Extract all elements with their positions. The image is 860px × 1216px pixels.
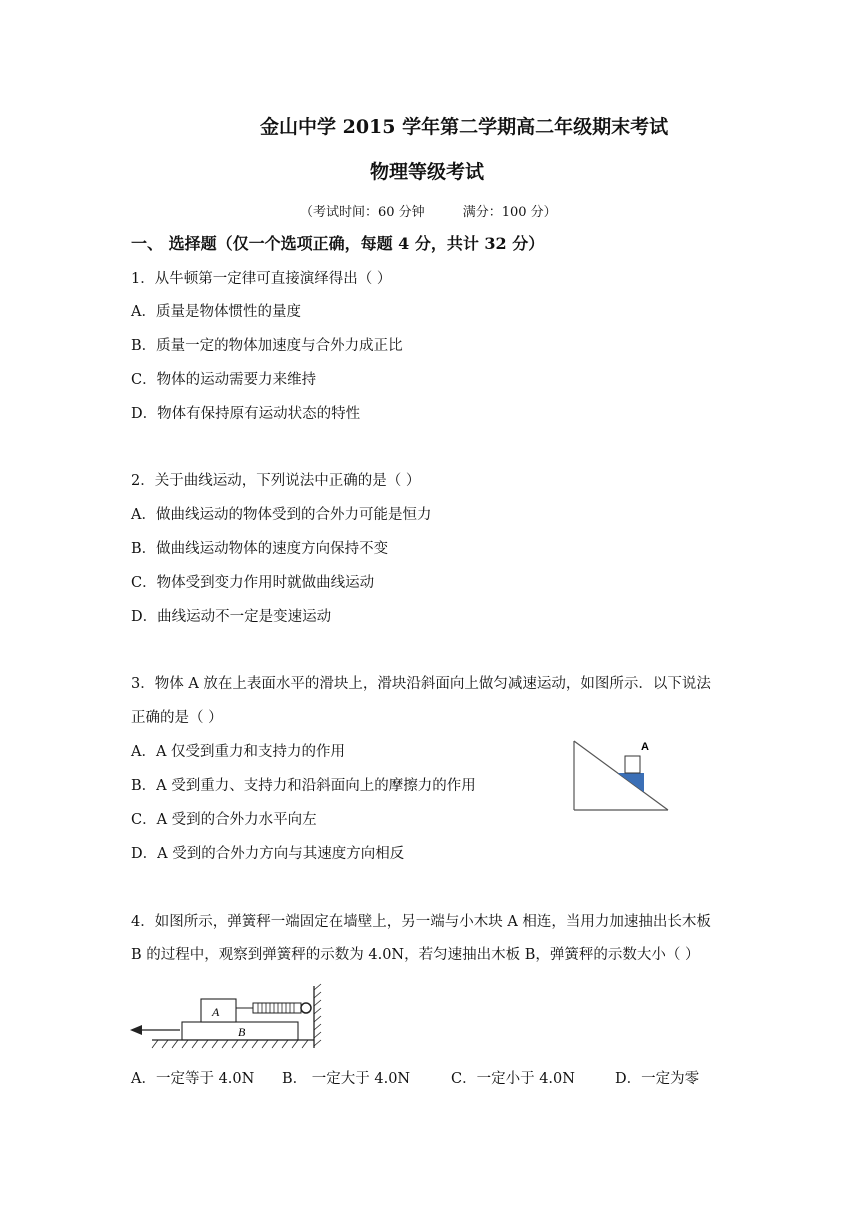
q4-option-b: B． 一定大于 4.0N <box>282 1071 411 1087</box>
exam-meta <box>300 206 557 219</box>
q2-option-b: B．做曲线运动物体的速度方向保持不变 <box>131 541 389 557</box>
q4-stem-line1: 4．如图所示，弹簧秤一端固定在墙壁上，另一端与小木块 A 相连，当用力加速抽出长木板 <box>131 914 711 930</box>
q2-option-d: D．曲线运动不一定是变速运动 <box>131 609 332 625</box>
q4-stem-line2: B 的过程中，观察到弹簧秤的示数为 4.0N，若匀速抽出木板 B，弹簧秤的示数大小（ ） <box>131 947 700 963</box>
box-a-label: A <box>641 741 649 753</box>
exam-subtitle: 物理等级考试 <box>370 161 485 183</box>
q1-option-a: A．质量是物体惯性的量度 <box>131 304 301 320</box>
exam-score: 满分：100 分） <box>462 205 557 220</box>
q2-stem: 2．关于曲线运动，下列说法中正确的是（ ） <box>131 473 421 489</box>
q1-option-d: D．物体有保持原有运动状态的特性 <box>131 406 361 422</box>
q4-option-d: D．一定为零 <box>615 1071 700 1087</box>
q3-stem-line1: 3．物体 A 放在上表面水平的滑块上，滑块沿斜面向上做匀减速运动，如图所示．以下说法 <box>131 676 711 692</box>
q4-option-c: C．一定小于 4.0N <box>451 1071 575 1087</box>
q3-stem-line2: 正确的是（ ） <box>131 710 223 726</box>
exam-time: （考试时间：60 分钟 <box>300 205 425 220</box>
q2-option-c: C．物体受到变力作用时就做曲线运动 <box>131 575 375 591</box>
pull-arrow-icon <box>130 1025 142 1035</box>
exam-title: 金山中学 2015 学年第二学期高二年级期末考试 <box>260 116 669 138</box>
q4-option-a: A．一定等于 4.0N <box>131 1071 255 1087</box>
q3-option-a: A．A 仅受到重力和支持力的作用 <box>131 744 346 760</box>
incline-figure <box>570 736 675 816</box>
section-heading: 一、 选择题（仅一个选项正确，每题 4 分，共计 32 分） <box>131 234 545 253</box>
spring-scale-figure <box>128 982 328 1054</box>
q1-stem: 1．从牛顿第一定律可直接演绎得出（ ） <box>131 271 392 287</box>
board-b-label: B <box>238 1025 246 1039</box>
q1-option-b: B．质量一定的物体加速度与合外力成正比 <box>131 338 403 354</box>
block-a-label: A <box>212 1005 220 1019</box>
q1-option-c: C．物体的运动需要力来维持 <box>131 372 317 388</box>
box-a <box>625 756 640 773</box>
q3-option-b: B．A 受到重力、支持力和沿斜面向上的摩擦力的作用 <box>131 778 476 794</box>
q3-option-d: D．A 受到的合外力方向与其速度方向相反 <box>131 846 405 862</box>
q2-option-a: A．做曲线运动的物体受到的合外力可能是恒力 <box>131 507 432 523</box>
q3-option-c: C．A 受到的合外力水平向左 <box>131 812 317 828</box>
